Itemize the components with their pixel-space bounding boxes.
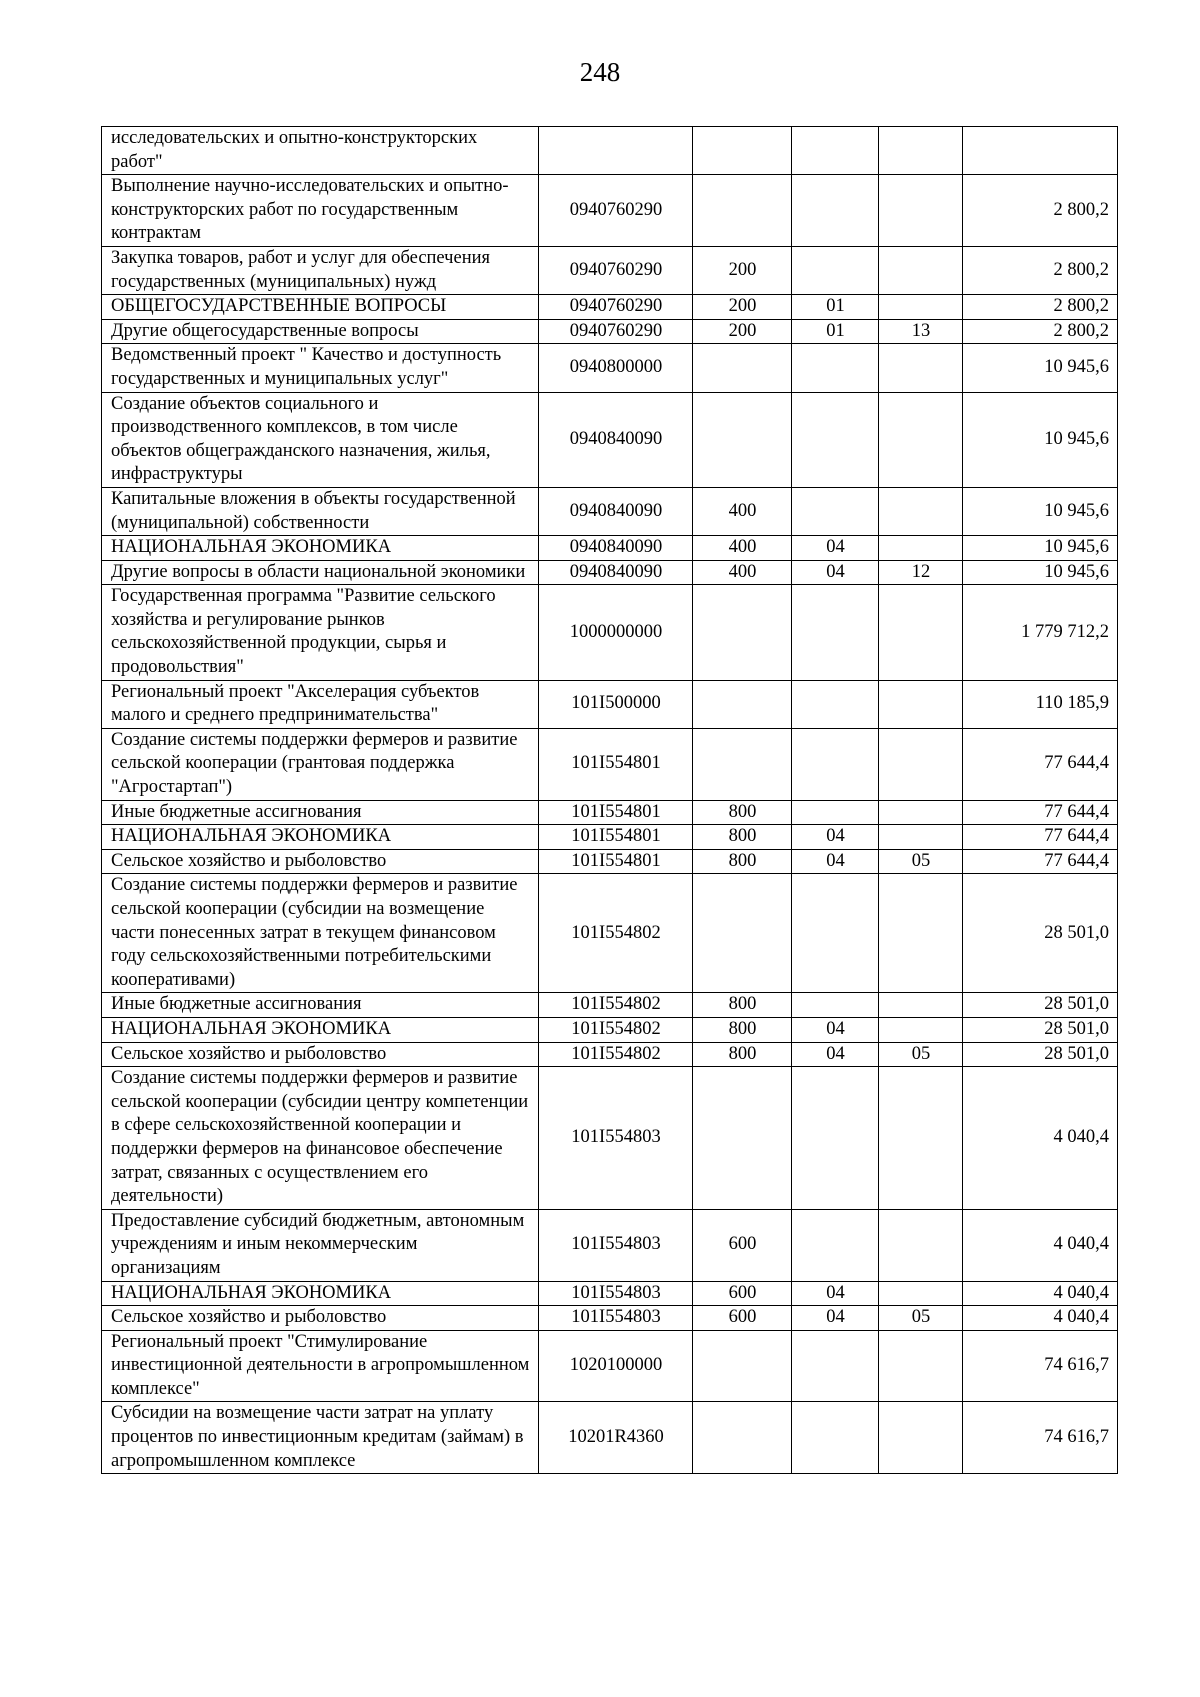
table-row (102, 1330, 1118, 1402)
subsection-code-cell (879, 175, 963, 247)
target-article-code-cell: 10201R4360 (539, 1402, 693, 1474)
target-article-code-cell: 101I554803 (539, 1067, 693, 1210)
section-code-cell: 04 (792, 536, 879, 561)
section-code-cell: 04 (792, 1281, 879, 1306)
amount-cell: 28 501,0 (963, 1042, 1118, 1067)
expense-type-cell: 600 (693, 1306, 792, 1331)
item-name-cell: Региональный проект "Акселерация субъектов малого и среднего предпринимательства" (102, 680, 539, 728)
target-article-code-cell: 0940760290 (539, 246, 693, 294)
item-name-cell: Сельское хозяйство и рыболовство (102, 849, 539, 874)
amount-cell: 77 644,4 (963, 825, 1118, 850)
item-name-cell: НАЦИОНАЛЬНАЯ ЭКОНОМИКА (102, 825, 539, 850)
subsection-code-cell (879, 392, 963, 487)
item-name-cell: исследовательских и опытно-конструкторских работ" (102, 127, 539, 175)
section-code-cell (792, 175, 879, 247)
table-row (102, 728, 1118, 800)
table-row (102, 344, 1118, 392)
table-row (102, 993, 1118, 1018)
expense-type-cell: 400 (693, 536, 792, 561)
item-name-cell: Закупка товаров, работ и услуг для обеспечения государственных (муниципальных) нужд (102, 246, 539, 294)
table-row (102, 536, 1118, 561)
amount-cell: 10 945,6 (963, 536, 1118, 561)
subsection-code-cell (879, 825, 963, 850)
subsection-code-cell (879, 800, 963, 825)
item-name-cell: Иные бюджетные ассигнования (102, 800, 539, 825)
table-row (102, 825, 1118, 850)
section-code-cell (792, 1067, 879, 1210)
expense-type-cell (693, 1330, 792, 1402)
expense-type-cell (693, 392, 792, 487)
expense-type-cell (693, 680, 792, 728)
amount-cell: 4 040,4 (963, 1281, 1118, 1306)
table-row (102, 487, 1118, 535)
table-row (102, 1306, 1118, 1331)
section-code-cell (792, 487, 879, 535)
target-article-code-cell: 0940840090 (539, 560, 693, 585)
target-article-code-cell: 0940840090 (539, 487, 693, 535)
item-name-cell: Другие общегосударственные вопросы (102, 319, 539, 344)
section-code-cell (792, 993, 879, 1018)
amount-cell: 10 945,6 (963, 560, 1118, 585)
table-row (102, 295, 1118, 320)
amount-cell: 10 945,6 (963, 344, 1118, 392)
subsection-code-cell: 13 (879, 319, 963, 344)
amount-cell: 74 616,7 (963, 1330, 1118, 1402)
subsection-code-cell (879, 1330, 963, 1402)
expense-type-cell (693, 585, 792, 680)
target-article-code-cell: 101I554802 (539, 993, 693, 1018)
expense-type-cell: 400 (693, 487, 792, 535)
table-row (102, 1402, 1118, 1474)
expense-type-cell: 200 (693, 246, 792, 294)
target-article-code-cell: 101I554802 (539, 1017, 693, 1042)
target-article-code-cell: 101I554801 (539, 849, 693, 874)
item-name-cell: НАЦИОНАЛЬНАЯ ЭКОНОМИКА (102, 1017, 539, 1042)
section-code-cell: 04 (792, 560, 879, 585)
subsection-code-cell (879, 1017, 963, 1042)
budget-table (101, 126, 1118, 1474)
section-code-cell (792, 246, 879, 294)
subsection-code-cell (879, 344, 963, 392)
subsection-code-cell (879, 536, 963, 561)
item-name-cell: Региональный проект "Стимулирование инвестиционной деятельности в агропромышленном комплексе" (102, 1330, 539, 1402)
subsection-code-cell: 05 (879, 1042, 963, 1067)
section-code-cell: 04 (792, 849, 879, 874)
section-code-cell (792, 680, 879, 728)
section-code-cell: 01 (792, 319, 879, 344)
table-row (102, 560, 1118, 585)
table-row (102, 680, 1118, 728)
item-name-cell: Создание объектов социального и производственного комплексов, в том числе объектов общегражданского назначения, жилья, инфраструктуры (102, 392, 539, 487)
section-code-cell: 04 (792, 1306, 879, 1331)
amount-cell: 4 040,4 (963, 1067, 1118, 1210)
item-name-cell: Сельское хозяйство и рыболовство (102, 1306, 539, 1331)
item-name-cell: НАЦИОНАЛЬНАЯ ЭКОНОМИКА (102, 536, 539, 561)
item-name-cell: Создание системы поддержки фермеров и развитие сельской кооперации (субсидии на возмещение части понесенных затрат в текущем финансовом году сельскохозяйственными потребительскими кооперативами) (102, 874, 539, 993)
item-name-cell: Создание системы поддержки фермеров и развитие сельской кооперации (грантовая поддержка "Агростартап") (102, 728, 539, 800)
subsection-code-cell: 12 (879, 560, 963, 585)
expense-type-cell (693, 127, 792, 175)
expense-type-cell: 400 (693, 560, 792, 585)
subsection-code-cell (879, 585, 963, 680)
subsection-code-cell (879, 993, 963, 1018)
section-code-cell: 04 (792, 1042, 879, 1067)
table-row (102, 319, 1118, 344)
subsection-code-cell (879, 1067, 963, 1210)
section-code-cell: 04 (792, 825, 879, 850)
expense-type-cell (693, 175, 792, 247)
target-article-code-cell: 101I554802 (539, 874, 693, 993)
item-name-cell: ОБЩЕГОСУДАРСТВЕННЫЕ ВОПРОСЫ (102, 295, 539, 320)
subsection-code-cell (879, 728, 963, 800)
expense-type-cell (693, 874, 792, 993)
section-code-cell (792, 1402, 879, 1474)
expense-type-cell (693, 1402, 792, 1474)
expense-type-cell: 800 (693, 825, 792, 850)
table-row (102, 1209, 1118, 1281)
section-code-cell (792, 1330, 879, 1402)
target-article-code-cell: 0940800000 (539, 344, 693, 392)
target-article-code-cell: 0940840090 (539, 536, 693, 561)
target-article-code-cell: 0940760290 (539, 295, 693, 320)
item-name-cell: Создание системы поддержки фермеров и развитие сельской кооперации (субсидии центру компетенции в сфере сельскохозяйственной кооперации и поддержки фермеров на финансовое обеспечение затрат, связанных с осуществлением его деятельности) (102, 1067, 539, 1210)
amount-cell: 74 616,7 (963, 1402, 1118, 1474)
table-row (102, 585, 1118, 680)
section-code-cell (792, 127, 879, 175)
subsection-code-cell (879, 680, 963, 728)
table-row (102, 1017, 1118, 1042)
expense-type-cell: 200 (693, 295, 792, 320)
target-article-code-cell: 101I554801 (539, 825, 693, 850)
subsection-code-cell (879, 246, 963, 294)
subsection-code-cell: 05 (879, 849, 963, 874)
budget-table-body (102, 127, 1118, 1474)
target-article-code-cell: 1020100000 (539, 1330, 693, 1402)
page-number: 248 (579, 57, 621, 87)
expense-type-cell (693, 1067, 792, 1210)
table-row (102, 127, 1118, 175)
table-row (102, 392, 1118, 487)
table-row (102, 874, 1118, 993)
target-article-code-cell: 101I554802 (539, 1042, 693, 1067)
amount-cell: 10 945,6 (963, 487, 1118, 535)
amount-cell: 2 800,2 (963, 175, 1118, 247)
amount-cell: 77 644,4 (963, 800, 1118, 825)
amount-cell: 10 945,6 (963, 392, 1118, 487)
target-article-code-cell: 101I500000 (539, 680, 693, 728)
item-name-cell: Выполнение научно-исследовательских и опытно-конструкторских работ по государственным контрактам (102, 175, 539, 247)
table-row (102, 246, 1118, 294)
item-name-cell: Государственная программа "Развитие сельского хозяйства и регулирование рынков сельскохозяйственной продукции, сырья и продовольствия" (102, 585, 539, 680)
target-article-code-cell: 101I554803 (539, 1209, 693, 1281)
table-row (102, 849, 1118, 874)
amount-cell: 110 185,9 (963, 680, 1118, 728)
table-row (102, 1281, 1118, 1306)
amount-cell: 4 040,4 (963, 1306, 1118, 1331)
amount-cell (963, 127, 1118, 175)
subsection-code-cell (879, 127, 963, 175)
section-code-cell: 04 (792, 1017, 879, 1042)
table-row (102, 800, 1118, 825)
section-code-cell (792, 392, 879, 487)
expense-type-cell: 600 (693, 1281, 792, 1306)
expense-type-cell: 800 (693, 849, 792, 874)
table-row (102, 1067, 1118, 1210)
subsection-code-cell: 05 (879, 1306, 963, 1331)
section-code-cell: 01 (792, 295, 879, 320)
item-name-cell: Ведомственный проект " Качество и доступность государственных и муниципальных услуг" (102, 344, 539, 392)
expense-type-cell: 800 (693, 993, 792, 1018)
target-article-code-cell: 0940760290 (539, 175, 693, 247)
item-name-cell: Предоставление субсидий бюджетным, автономным учреждениям и иным некоммерческим организациям (102, 1209, 539, 1281)
expense-type-cell: 800 (693, 1042, 792, 1067)
section-code-cell (792, 1209, 879, 1281)
item-name-cell: НАЦИОНАЛЬНАЯ ЭКОНОМИКА (102, 1281, 539, 1306)
section-code-cell (792, 344, 879, 392)
target-article-code-cell (539, 127, 693, 175)
target-article-code-cell: 0940840090 (539, 392, 693, 487)
expense-type-cell: 200 (693, 319, 792, 344)
subsection-code-cell (879, 1281, 963, 1306)
amount-cell: 2 800,2 (963, 319, 1118, 344)
section-code-cell (792, 585, 879, 680)
target-article-code-cell: 0940760290 (539, 319, 693, 344)
section-code-cell (792, 800, 879, 825)
amount-cell: 2 800,2 (963, 246, 1118, 294)
amount-cell: 28 501,0 (963, 1017, 1118, 1042)
subsection-code-cell (879, 874, 963, 993)
expense-type-cell: 800 (693, 800, 792, 825)
item-name-cell: Субсидии на возмещение части затрат на уплату процентов по инвестиционным кредитам (займам) в агропромышленном комплексе (102, 1402, 539, 1474)
amount-cell: 77 644,4 (963, 728, 1118, 800)
target-article-code-cell: 101I554801 (539, 728, 693, 800)
subsection-code-cell (879, 295, 963, 320)
item-name-cell: Сельское хозяйство и рыболовство (102, 1042, 539, 1067)
target-article-code-cell: 1000000000 (539, 585, 693, 680)
expense-type-cell: 600 (693, 1209, 792, 1281)
target-article-code-cell: 101I554803 (539, 1306, 693, 1331)
target-article-code-cell: 101I554801 (539, 800, 693, 825)
amount-cell: 77 644,4 (963, 849, 1118, 874)
section-code-cell (792, 874, 879, 993)
amount-cell: 28 501,0 (963, 874, 1118, 993)
table-row (102, 1042, 1118, 1067)
item-name-cell: Иные бюджетные ассигнования (102, 993, 539, 1018)
target-article-code-cell: 101I554803 (539, 1281, 693, 1306)
section-code-cell (792, 728, 879, 800)
amount-cell: 28 501,0 (963, 993, 1118, 1018)
expense-type-cell (693, 344, 792, 392)
amount-cell: 4 040,4 (963, 1209, 1118, 1281)
subsection-code-cell (879, 487, 963, 535)
expense-type-cell: 800 (693, 1017, 792, 1042)
table-row (102, 175, 1118, 247)
amount-cell: 2 800,2 (963, 295, 1118, 320)
subsection-code-cell (879, 1209, 963, 1281)
amount-cell: 1 779 712,2 (963, 585, 1118, 680)
item-name-cell: Другие вопросы в области национальной экономики (102, 560, 539, 585)
item-name-cell: Капитальные вложения в объекты государственной (муниципальной) собственности (102, 487, 539, 535)
expense-type-cell (693, 728, 792, 800)
subsection-code-cell (879, 1402, 963, 1474)
